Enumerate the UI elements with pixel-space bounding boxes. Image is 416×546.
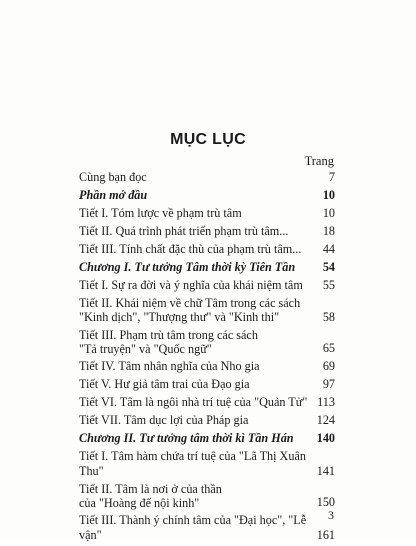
toc-entry-page: 97 bbox=[322, 377, 335, 391]
toc-entry-page: 150 bbox=[316, 495, 335, 509]
toc-entry bbox=[79, 359, 335, 374]
table-of-contents bbox=[79, 170, 335, 546]
toc-entry-page: 124 bbox=[316, 413, 335, 427]
toc-entry bbox=[79, 328, 335, 356]
toc-entry-title: Tiết I. Tâm hàm chứa trí tuệ của "Lã Thị Xuân Thu" bbox=[79, 449, 306, 478]
toc-entry-page: 55 bbox=[322, 278, 335, 292]
toc-entry bbox=[79, 206, 335, 221]
toc-entry-page: 58 bbox=[322, 309, 335, 324]
toc-entry-page: 10 bbox=[322, 206, 335, 220]
toc-entry-title: Tiết II. Khái niệm về chữ Tâm trong các sách "Kinh dịch", "Thượng thư" và "Kinh thi" bbox=[79, 296, 301, 324]
toc-entry-page: 161 bbox=[316, 527, 335, 542]
toc-entry-title: Phần mở đầu bbox=[79, 188, 148, 202]
toc-entry-page: 113 bbox=[317, 395, 335, 409]
page-column-header: Trang bbox=[304, 154, 334, 168]
toc-entry-title: Tiết I. Sự ra đời và ý nghĩa của khái niệm tâm bbox=[79, 278, 303, 292]
toc-entry-page: 141 bbox=[316, 463, 335, 478]
toc-entry-title: Tiết III. Phạm trù tâm trong các sách "Tả truyện" và "Quốc ngữ" bbox=[79, 327, 258, 356]
toc-entry-title: Tiết IV. Tâm nhân nghĩa của Nho gia bbox=[79, 359, 260, 373]
toc-entry-title: Tiết III. Thành ý chính tâm của "Đại học", "Lễ vận" bbox=[79, 513, 307, 542]
toc-entry-page: 54 bbox=[322, 260, 335, 274]
toc-section-heading bbox=[79, 260, 335, 275]
toc-entry bbox=[79, 377, 335, 392]
toc-section-heading bbox=[79, 431, 335, 446]
toc-entry-title: Tiết I. Tóm lược về phạm trù tâm bbox=[79, 206, 242, 220]
toc-entry-page: 140 bbox=[316, 431, 335, 445]
toc-entry bbox=[79, 482, 335, 510]
toc-entry-title: Tiết V. Hư giả tâm trai của Đạo gia bbox=[79, 377, 250, 391]
toc-entry bbox=[79, 413, 335, 428]
toc-entry-title: Chương I. Tư tưởng Tâm thời kỳ Tiên Tần bbox=[79, 260, 296, 274]
toc-entry-title: Tiết VI. Tâm là ngôi nhà trí tuệ của "Quản Tử" bbox=[79, 395, 308, 409]
toc-entry-page: 10 bbox=[322, 188, 335, 202]
toc-entry-title: Tiết II. Quá trình phát triển phạm trù tâm... bbox=[79, 224, 289, 238]
toc-title: MỤC LỤC bbox=[170, 131, 246, 148]
toc-entry-page: 65 bbox=[322, 341, 335, 355]
toc-entry bbox=[79, 395, 335, 410]
toc-entry-page: 7 bbox=[328, 170, 335, 184]
toc-entry bbox=[79, 296, 335, 324]
toc-entry-page: 44 bbox=[322, 242, 335, 256]
toc-entry bbox=[79, 449, 335, 478]
toc-section-heading bbox=[79, 188, 335, 203]
toc-entry bbox=[79, 242, 335, 257]
toc-entry bbox=[79, 224, 335, 239]
toc-entry-page: 69 bbox=[322, 359, 335, 373]
toc-entry bbox=[79, 170, 335, 185]
toc-entry-title: Chương II. Tư tưởng tâm thời kì Tần Hán bbox=[79, 431, 294, 445]
toc-entry bbox=[79, 278, 335, 293]
page-number: 3 bbox=[328, 508, 334, 522]
toc-entry-title: Tiết III. Tính chất đặc thù của phạm trù tâm... bbox=[79, 242, 302, 256]
toc-entry-title: Tiết II. Tâm là nơi ở của thần của "Hoàng đế nội kinh" bbox=[79, 481, 222, 510]
toc-entry-title: Tiết VII. Tâm dục lợi của Pháp gia bbox=[79, 413, 249, 427]
toc-entry-title: Cùng bạn đọc bbox=[79, 170, 147, 184]
toc-entry-page: 18 bbox=[322, 224, 335, 238]
